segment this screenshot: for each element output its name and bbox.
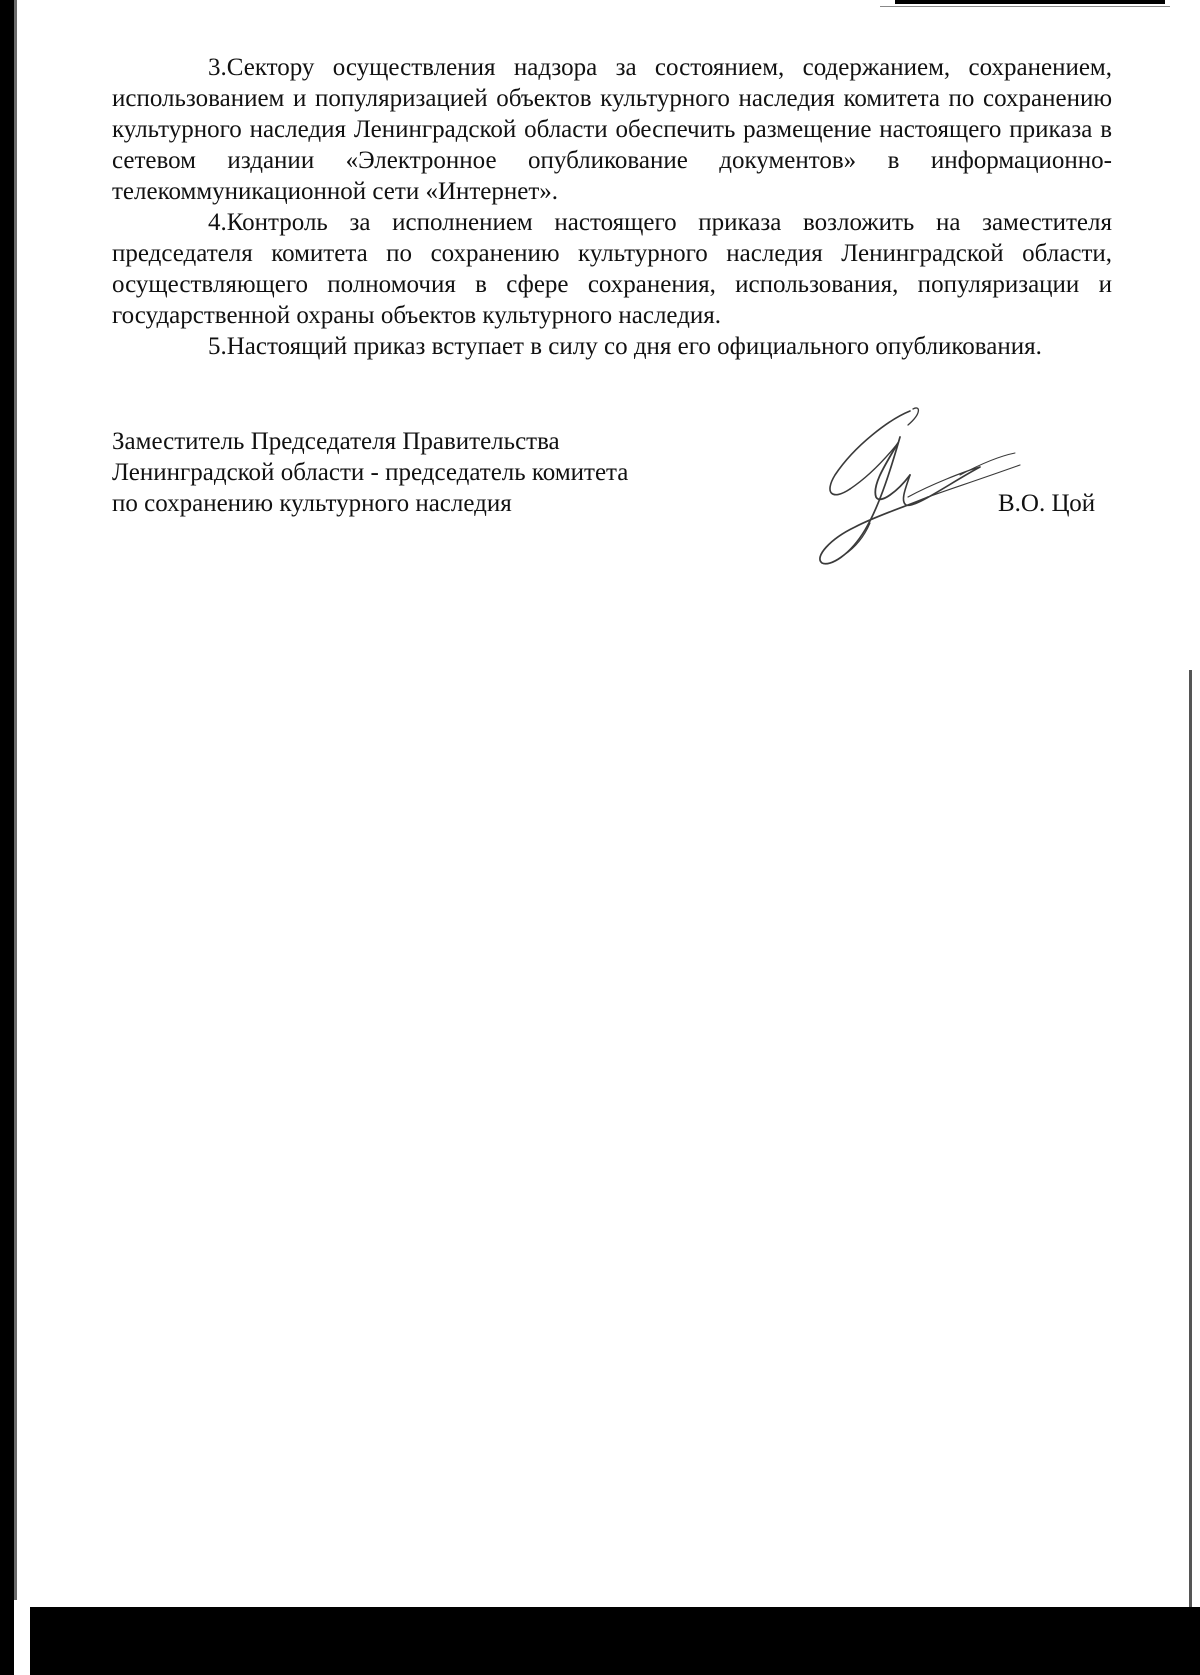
paragraph-text: Настоящий приказ вступает в силу со дня его официального опубликования. [226, 333, 1042, 360]
paragraph-5 [112, 331, 1112, 362]
scan-edge-top-thin [880, 6, 1170, 7]
paragraph-number: 4. [208, 209, 227, 236]
scan-edge-bottom [30, 1607, 1200, 1675]
signatory-title-line: Заместитель Председателя Правительства [112, 428, 560, 455]
scan-edge-left [0, 0, 14, 1675]
scan-edge-top [895, 0, 1165, 4]
paragraph-text: Сектору осуществления надзора за состоянием, содержанием, сохранением, использованием и популяризацией объектов культурного наследия комитета по сохранению культурного наследия Ленинградской области обеспечить размещение настоящего приказа в сетевом издании «Электронное опубликование документов» в информационно-телекоммуникационной сети «Интернет». [112, 54, 1112, 205]
signer-name: В.О. Цой [998, 490, 1096, 517]
paragraph-3 [112, 52, 1112, 207]
paragraph-number: 3. [208, 54, 227, 81]
paragraph-number: 5. [208, 333, 227, 360]
paragraph-4 [112, 207, 1112, 331]
paragraph-text: Контроль за исполнением настоящего приказа возложить на заместителя председателя комитета по сохранению культурного наследия Ленинградской области, осуществляющего полномочия в сфере сохранения, использования, популяризации и государственной охраны объектов культурного наследия. [112, 209, 1112, 329]
signatory-title-line: по сохранению культурного наследия [112, 490, 512, 517]
scan-edge-right [1189, 670, 1192, 1620]
signatory-title [112, 426, 628, 519]
handwritten-signature [810, 405, 1030, 585]
scan-edge-left-thin [14, 0, 17, 1600]
signatory-title-line: Ленинградской области - председатель комитета [112, 459, 629, 486]
document-body [112, 52, 1112, 362]
